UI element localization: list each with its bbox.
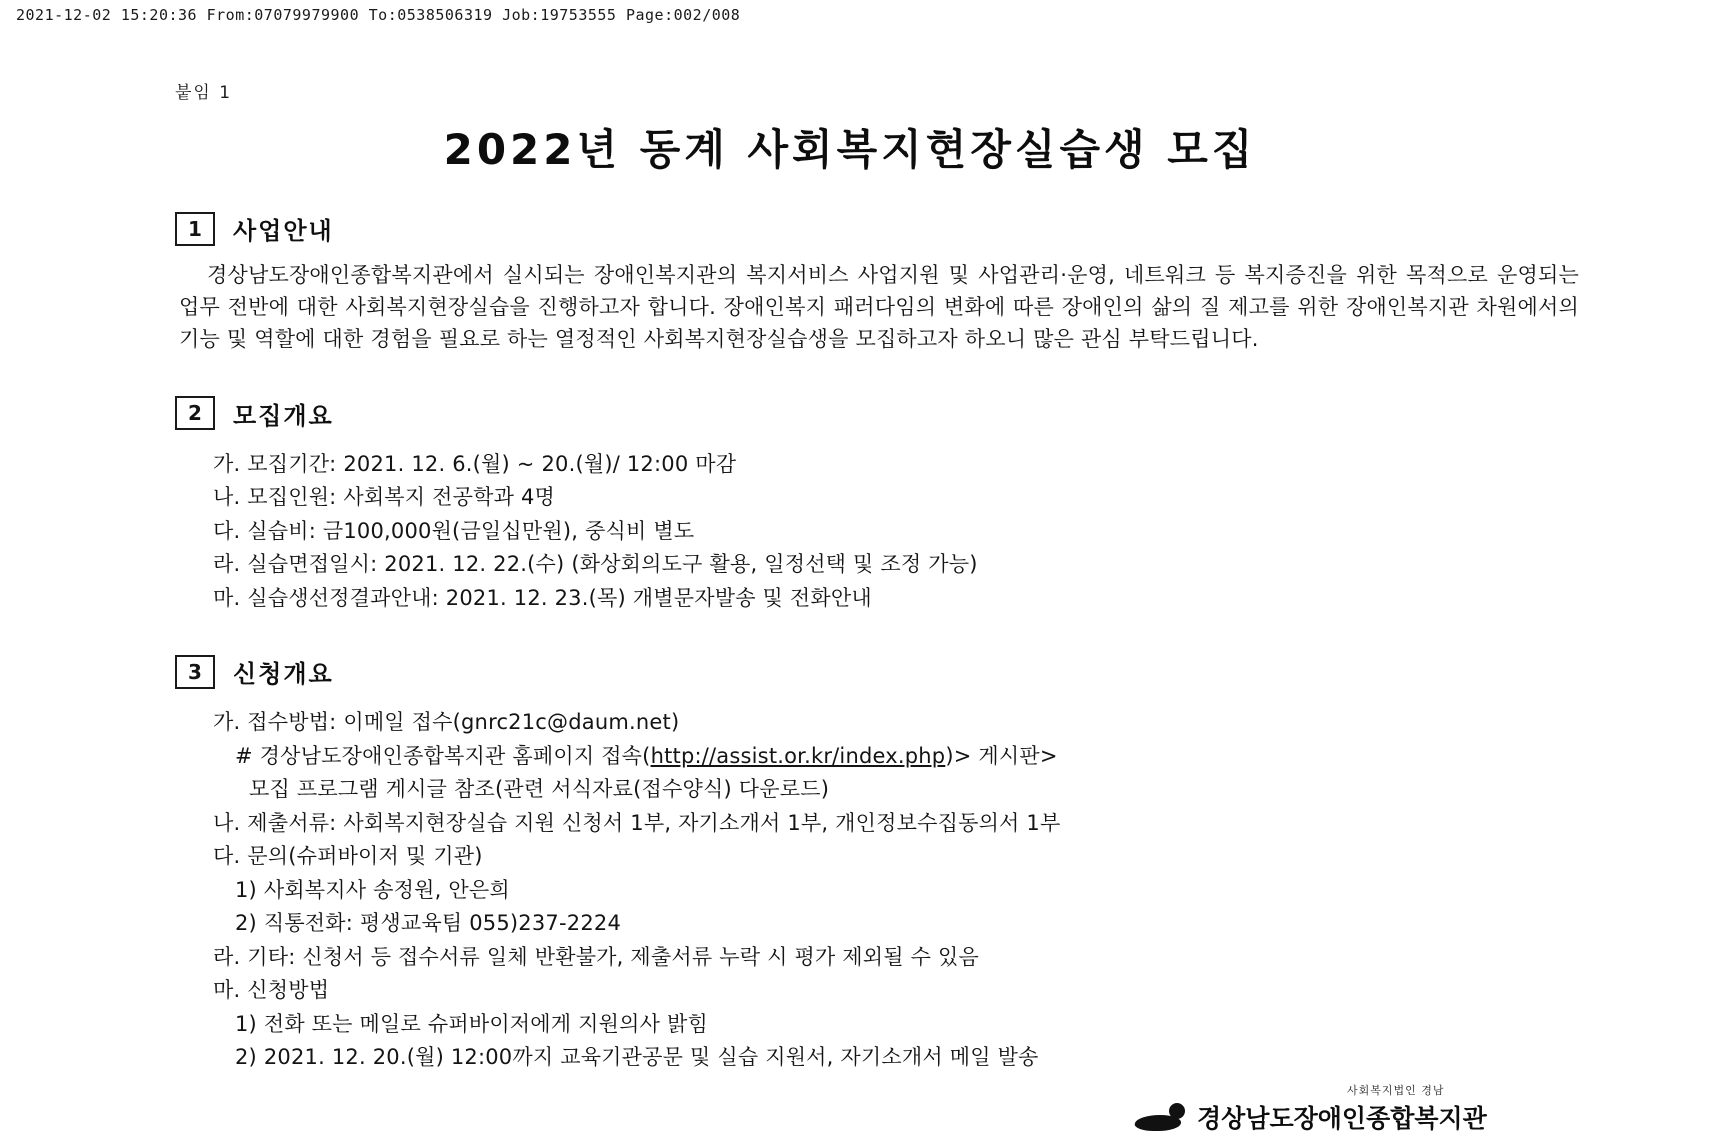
section-application-overview <box>175 654 1585 1074</box>
list-item: 2) 직통전화: 평생교육팀 055)237-2224 <box>235 911 622 936</box>
section-title: 신청개요 <box>233 660 334 689</box>
section-number-badge: 3 <box>175 655 215 689</box>
list-item: 라. 실습면접일시: 2021. 12. 22.(수) (화상회의도구 활용, 일정선택 및 조정 가능) <box>213 552 978 577</box>
section-paragraph: 경상남도장애인종합복지관에서 실시되는 장애인복지관의 복지서비스 사업지원 및 사업관리·운영, 네트워크 등 복지증진을 위한 목적으로 운영되는 업무 전반에 대한 사회복지현장실습을 진행하고자 합니다. 장애인복지 패러다임의 변화에 따른 장애인의 삶의 질 제고를 위한 장애인복지관 차원에서의 기능 및 역할에 대한 경험을 필요로 하는 열정적인 사회복지현장실습생을 모집하고자 하오니 많은 관심 부탁드립니다. <box>179 263 1579 351</box>
application-item-list <box>175 707 1585 1074</box>
list-item: 모집 프로그램 게시글 참조(관련 서식자료(접수양식) 다운로드) <box>249 777 830 802</box>
document-page <box>175 78 1585 1076</box>
page-title: 2022년 동계 사회복지현장실습생 모집 <box>443 125 1257 174</box>
list-item: 다. 실습비: 금100,000원(금일십만원), 중식비 별도 <box>213 518 695 543</box>
section-title: 사업안내 <box>233 217 334 245</box>
list-item: 가. 모집기간: 2021. 12. 6.(월) ~ 20.(월)/ 12:00 마감 <box>213 451 737 476</box>
section-title: 모집개요 <box>233 401 334 430</box>
organization-logo-text <box>1197 1082 1487 1135</box>
list-item: 다. 문의(슈퍼바이저 및 기관) <box>213 844 483 869</box>
section-business-info <box>175 211 1585 356</box>
organization-subtitle: 사회복지법인 경남 <box>1347 1084 1445 1097</box>
list-item: 나. 모집인원: 사회복지 전공학과 4명 <box>213 485 556 510</box>
recruitment-item-list <box>175 449 1585 615</box>
section-recruitment-overview <box>175 396 1585 615</box>
fax-transmission-header: 2021-12-02 15:20:36 From:07079979900 To:0538506319 Job:19753555 Page:002/008 <box>16 6 741 24</box>
list-item: 1) 전화 또는 메일로 슈퍼바이저에게 지원의사 밝힘 <box>235 1011 708 1036</box>
section-number-badge: 1 <box>175 212 215 246</box>
list-item: 가. 접수방법: 이메일 접수(gnrc21c@daum.net) <box>213 710 680 735</box>
list-item: 2) 2021. 12. 20.(월) 12:00까지 교육기관공문 및 실습 지원서, 자기소개서 메일 발송 <box>235 1045 1039 1070</box>
list-item: 1) 사회복지사 송정원, 안은희 <box>235 877 510 902</box>
list-item-with-link[interactable]: # 경상남도장애인종합복지관 홈페이지 접속(http://assist.or.kr/index.php)> 게시판> <box>235 743 1058 768</box>
section-header <box>175 396 1585 431</box>
list-item: 마. 신청방법 <box>213 978 330 1003</box>
section-header <box>175 211 1585 246</box>
list-item: 나. 제출서류: 사회복지현장실습 지원 신청서 1부, 자기소개서 1부, 개인정보수집동의서 1부 <box>213 810 1061 835</box>
section-header <box>175 654 1585 689</box>
organization-name: 경상남도장애인종합복지관 <box>1197 1104 1487 1133</box>
list-item: 라. 기타: 신청서 등 접수서류 일체 반환불가, 제출서류 누락 시 평가 제외될 수 있음 <box>213 944 979 969</box>
organization-logo-icon <box>1135 1101 1187 1135</box>
section-number-badge: 2 <box>175 396 215 430</box>
organization-logo <box>1135 1082 1487 1135</box>
attachment-label: 붙임 1 <box>175 83 233 103</box>
list-item: 마. 실습생선정결과안내: 2021. 12. 23.(목) 개별문자발송 및 전화안내 <box>213 585 872 610</box>
